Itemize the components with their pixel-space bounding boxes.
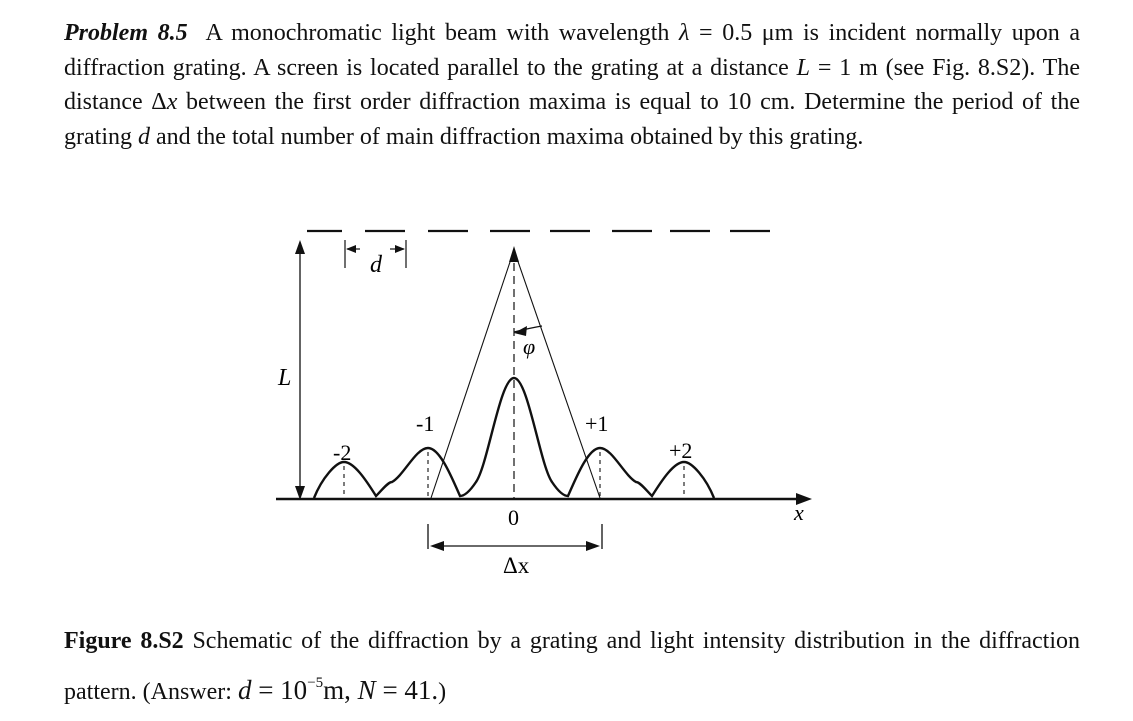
answer-d-exponent: −5 [307, 675, 324, 691]
delta-x-arrow-left [430, 541, 444, 551]
answer-d-value: = 10 [251, 675, 308, 705]
problem-text-3: = 1 m (see Fig. 8.S2). The distance Δ [64, 54, 1080, 115]
answer-N-value: = 41. [375, 675, 439, 705]
label-d: d [370, 252, 382, 278]
order-label-p1: +1 [585, 411, 609, 436]
problem-text-1: A monochromatic light beam with wavelength [205, 20, 680, 46]
problem-label: Problem 8.5 [64, 20, 188, 46]
caption-close: ) [438, 679, 447, 705]
answer-d-unit: m, [323, 675, 358, 705]
figure-caption [64, 620, 1080, 713]
zero-label: 0 [508, 505, 519, 530]
lambda-symbol: λ [679, 20, 690, 46]
problem-text-4: between the first order diffraction maxima is equal to 10 cm. Determine the period of the grating [64, 89, 1080, 150]
problem-text-5: and the total number of main diffraction maxima obtained by this grating. [149, 123, 864, 150]
x-symbol: x [166, 89, 178, 115]
answer-math [238, 675, 438, 705]
problem-text-2: = 0.5 μm is incident normally upon a diffraction grating. A screen is located parallel to the grating at a distance [64, 20, 1080, 81]
label-L: L [278, 365, 292, 391]
axis-label-x: x [794, 500, 804, 525]
caption-text: Schematic of the diffraction by a grating and light intensity distribution in the diffraction pattern. (Answer: [64, 628, 1080, 705]
order-label-m1: -1 [416, 411, 435, 436]
delta-x-label: Δx [503, 553, 530, 578]
diffraction-rays [431, 250, 600, 498]
label-phi: φ [523, 334, 536, 359]
order-label-p2: +2 [669, 438, 693, 463]
order-label-m2: -2 [333, 440, 352, 465]
caption-label: Figure 8.S2 [64, 628, 184, 654]
answer-N-symbol: N [357, 675, 376, 705]
answer-d-symbol: d [237, 675, 252, 705]
L-arrow-top [295, 240, 305, 254]
delta-x-arrow-right [586, 541, 600, 551]
L-symbol: L [796, 54, 810, 81]
d-symbol: d [137, 123, 150, 150]
